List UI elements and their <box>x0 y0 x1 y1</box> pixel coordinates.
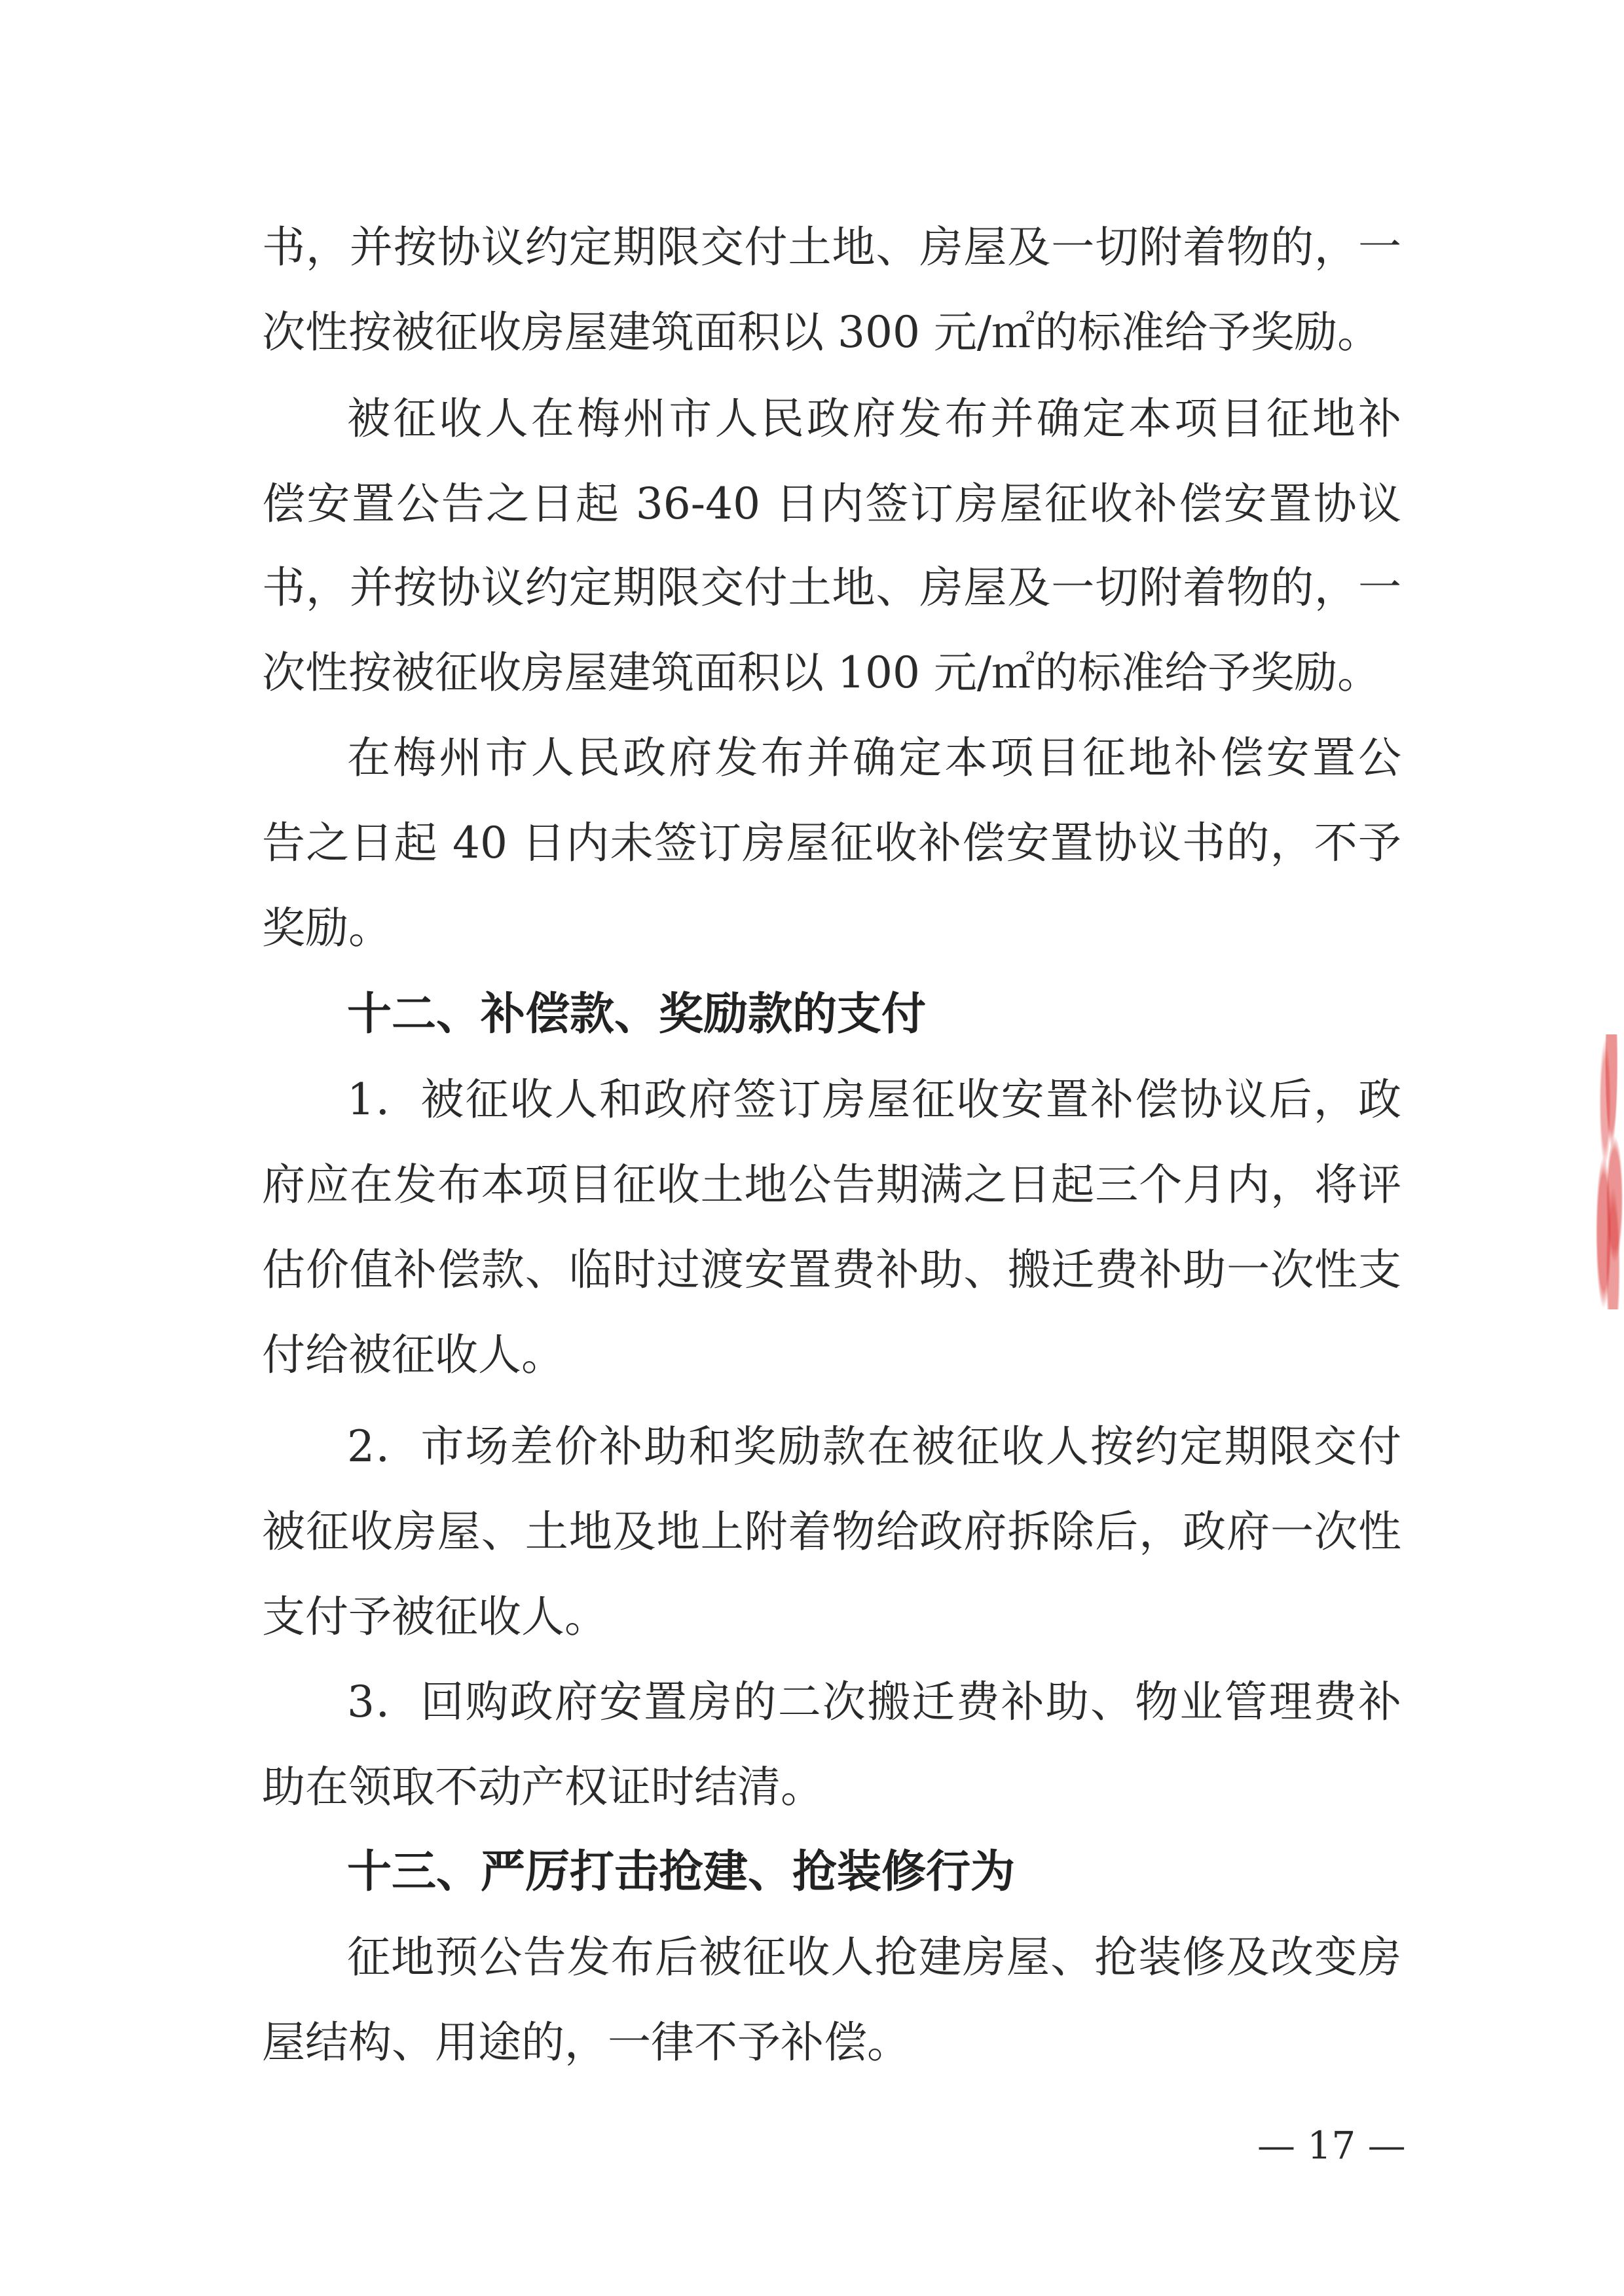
text-line: 次性按被征收房屋建筑面积以 300 元/㎡的标准给予奖励。 <box>262 307 1381 357</box>
text-line: 被征收房屋、土地及地上附着物给政府拆除后，政府一次性 <box>262 1506 1401 1557</box>
text-line: 书，并按协议约定期限交付土地、房屋及一切附着物的，一 <box>262 562 1401 613</box>
text-line: 书，并按协议约定期限交付土地、房屋及一切附着物的，一 <box>262 222 1401 272</box>
section-heading: 十三、严厉打击抢建、抢装修行为 <box>347 1846 1016 1898</box>
text-line: 助在领取不动产权证时结清。 <box>262 1762 824 1812</box>
text-line: 支付予被征收人。 <box>262 1592 608 1642</box>
text-line: 1．被征收人和政府签订房屋征收安置补偿协议后，政 <box>347 1074 1401 1125</box>
text-line: 征地预公告发布后被征收人抢建房屋、抢装修及改变房 <box>347 1932 1401 1982</box>
text-line: 被征收人在梅州市人民政府发布并确定本项目征地补 <box>347 393 1401 444</box>
text-line: 次性按被征收房屋建筑面积以 100 元/㎡的标准给予奖励。 <box>262 647 1381 698</box>
text-line: 3．回购政府安置房的二次搬迁费补助、物业管理费补 <box>347 1677 1401 1727</box>
text-line: 屋结构、用途的，一律不予补偿。 <box>262 2017 910 2068</box>
text-line: 2．市场差价补助和奖励款在被征收人按约定期限交付 <box>347 1421 1401 1472</box>
text-line: 在梅州市人民政府发布并确定本项目征地补偿安置公 <box>347 733 1401 783</box>
text-line: 偿安置公告之日起 36-40 日内签订房屋征收补偿安置协议 <box>262 479 1401 529</box>
page-number: — 17 — <box>1257 2123 1406 2168</box>
seal-stamp-fragment <box>1593 1034 1624 1309</box>
text-line: 奖励。 <box>262 903 392 953</box>
text-line: 付给被征收人。 <box>262 1330 564 1380</box>
section-heading: 十二、补偿款、奖励款的支付 <box>347 989 927 1040</box>
text-line: 估价值补偿款、临时过渡安置费补助、搬迁费补助一次性支 <box>262 1245 1401 1295</box>
text-line: 告之日起 40 日内未签订房屋征收补偿安置协议书的，不予 <box>262 818 1401 868</box>
text-line: 府应在发布本项目征收土地公告期满之日起三个月内，将评 <box>262 1159 1401 1210</box>
